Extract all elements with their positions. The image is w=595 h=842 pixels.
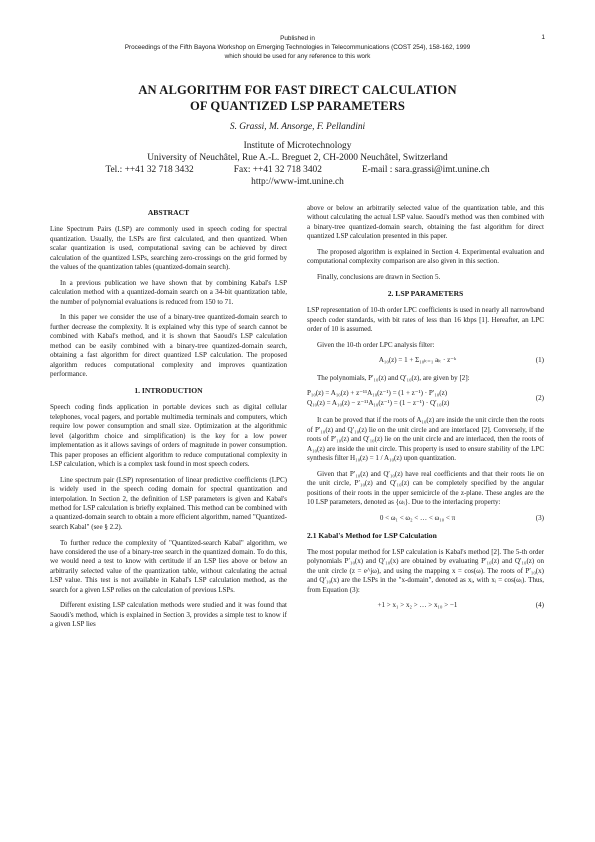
equation-4 [307, 601, 544, 610]
lsp-paragraph-5: Given that P′₁₀(z) and Q′₁₀(z) have real coefficients and that their roots lie on the unit circle, P′₁₀(z) and Q′₁₀(z) can be completely specified by the angular positions of their roots in the upper semicircle of the z-plane. These angles are the 10 LSP parameters, denoted as {ωᵢ}. Due to the interlacing property: [307, 469, 544, 507]
lsp-paragraph-1: LSP representation of 10-th order LPC coefficients is used in nearly all narrowband speech coder standards, with bit rates of less than 16 kbps [1]. Hereafter, an LPC order of 10 is assumed. [307, 306, 544, 334]
published-line: Published in [280, 35, 315, 42]
publication-header [50, 34, 545, 61]
reference-line: which should be used for any reference to this work [224, 53, 371, 60]
title-line-1: AN ALGORITHM FOR FAST DIRECT CALCULATION [138, 83, 457, 97]
intro-paragraph-2: Line spectrum pair (LSP) representation of linear predictive coefficients (LPC) is widely used in the speech coding domain for spectral quantization and interpolation. In Section 2, the definition of LSP parameters is given and Kabal's method for LSP calculation is briefly explained. This method can be combined with a quantized-domain search to obtain a more efficient algorithm, named "Quantized-search Kabal" (see § 2.2). [50, 475, 287, 531]
equation-2 [307, 389, 544, 408]
equation-1-body: A₁₀(z) = 1 + Σ₁₀ₖ₌₁ aₖ · z⁻ᵏ [378, 356, 457, 365]
equation-3 [307, 514, 544, 523]
abstract-paragraph-1: Line Spectrum Pairs (LSP) are commonly used in speech coding for spectral quantization. Usually, the LSPs are first calculated, and then quantized. When scalar quantization is used, computational saving can be achieved by direct calculation of the quantized LSPs, searching zero-crossings on the grid formed by the values of the quantization tables (quantized-domain search). [50, 225, 287, 272]
lsp-paragraph-3: The polynomials, P′₁₀(z) and Q′₁₀(z), are given by [2]: [317, 373, 470, 382]
equation-4-number: (4) [535, 601, 544, 610]
left-column [50, 204, 287, 636]
equation-4-body: +1 > x₁ > x₂ > … > x₁₀ > −1 [377, 601, 458, 610]
telephone: Tel.: ++41 32 718 3432 [105, 165, 194, 175]
equation-1 [307, 356, 544, 365]
intro-paragraph-1: Speech coding finds application in portable devices such as digital cellular telephones, vocal pagers, and portable multimedia terminals and computers, which require low power consumption and small size. Optimization at the algorithmic level (algorithm choice and simplification) is the key for a low power implementation as it allows savings of orders of magnitude in power consumption. This paper proposes an efficient algorithm to reduce computational complexity in LSP calculation, which is a complex task found in most speech coders. [50, 403, 287, 468]
proceedings-line: Proceedings of the Fifth Bayona Workshop on Emerging Technologies in Telecommunications (COST 254), 158-162, 1999 [124, 44, 471, 51]
abstract-heading: ABSTRACT [147, 208, 190, 217]
intro-paragraph-3: To further reduce the complexity of "Quantized-search Kabal" algorithm, we have considered the use of a binary-tree search in the quantized domain. To do this, we would need a test to know with certitude if an LSP lies above or below an arbitrarily selected value of the quantization table, without calculating the actual LSP value. This test is not available in Kabal's LSP calculation method, as the search for a given LSP relies on the calculation of previous LSPs. [50, 538, 287, 594]
equation-2-line-p: P₁₀(z) = A₁₀(z) + z⁻¹¹A₁₀(z⁻¹) = (1 + z⁻¹) · P′₁₀(z) [307, 389, 448, 398]
equation-3-body: 0 < ω₁ < ω₂ < … < ω₁₀ < π [379, 513, 456, 522]
university: University of Neuchâtel, Rue A.-L. Breguet 2, CH-2000 Neuchâtel, Switzerland [147, 153, 448, 163]
proposed-paragraph: The proposed algorithm is explained in Section 4. Experimental evaluation and computational complexity comparison are also given in this section. [307, 248, 544, 266]
finally-paragraph: Finally, conclusions are drawn in Section 5. [317, 273, 441, 282]
email: E-mail : sara.grassi@imt.unine.ch [361, 165, 490, 175]
paper-title [60, 82, 535, 114]
website-url: http://www-imt.unine.ch [251, 177, 344, 187]
intro-continuation: above or below an arbitrarily selected value of the quantization table, and this without calculating the actual LSP value. Saoudi's method was then combined with a binary-tree quantized-domain search, obtaining the fast algorithm for direct quantized LSP calculation presented in this paper. [307, 204, 544, 241]
intro-paragraph-4: Different existing LSP calculation methods were studied and it was found that Saoudi's method, which is explained in Section 3, provides a simple test to know if a given LSP lies [50, 601, 287, 629]
contact-line [60, 164, 535, 176]
equation-3-number: (3) [535, 513, 544, 522]
equation-2-line-q: Q₁₀(z) = A₁₀(z) − z⁻¹¹A₁₀(z⁻¹) = (1 − z⁻¹) · Q′₁₀(z) [307, 398, 450, 407]
page-number: 1 [541, 34, 545, 41]
abstract-paragraph-3: In this paper we consider the use of a binary-tree quantized-domain search to further decrease the complexity. It is explained why this type of search cannot be combined with Kabal's method, and it is shown that Saoudi's LSP calculation method can be easily combined with a binary-tree quantized-domain search, obtaining a fast algorithm for direct quantized LSP calculation. The proposed algorithm reduces computational complexity and improves quantization performance. [50, 313, 287, 379]
equation-2-body [307, 389, 528, 408]
affiliation [60, 140, 535, 188]
lsp-parameters-heading: 2. LSP PARAMETERS [387, 288, 464, 298]
kabal-method-heading: 2.1 Kabal's Method for LSP Calculation [307, 531, 437, 541]
kabal-paragraph-1: The most popular method for LSP calculation is Kabal's method [2]. The 5-th order polynomials P′₁₀(x) and Q′₁₀(x) are obtained by evaluating P′₁₀(z) and Q′₁₀(z) on the unit circle (z = e^jω), and using the mapping x = cos(ω). The roots of P′₁₀(x) and Q′₁₀(x) are the LSPs in the "x-domain", denoted as xᵢ, with xᵢ = cos(ωᵢ). Thus, from Equation (3): [307, 547, 544, 594]
lsp-paragraph-4: It can be proved that if the roots of A₁₀(z) are inside the unit circle then the roots of P′₁₀(z) and Q′₁₀(z) lie on the unit circle and are interlaced [2]. Conversely, if the roots of P′₁₀(z) and Q′₁₀(z) lie on the unit circle and are interlaced, then the roots of A₁₀(z) are inside the unit circle. This property is used to ensure stability of the LPC synthesis filter H₁₀(z) = 1 / A₁₀(z) upon quantization. [307, 416, 544, 463]
equation-2-number: (2) [535, 394, 544, 403]
title-line-2: OF QUANTIZED LSP PARAMETERS [189, 99, 406, 113]
institute: Institute of Microtechnology [243, 141, 352, 151]
equation-1-number: (1) [535, 356, 544, 365]
abstract-paragraph-2: In a previous publication we have shown that by combining Kabal's LSP calculation method with a quantized-domain search on a 34-bit quantization table, the number of polynomial evaluations is reduced from 150 to 71. [50, 278, 287, 306]
right-column [307, 204, 544, 619]
authors: S. Grassi, M. Ansorge, F. Pellandini [229, 122, 366, 132]
lsp-paragraph-2: Given the 10-th order LPC analysis filter: [317, 340, 435, 349]
fax: Fax: ++41 32 718 3402 [233, 165, 322, 175]
introduction-heading: 1. INTRODUCTION [134, 385, 203, 395]
